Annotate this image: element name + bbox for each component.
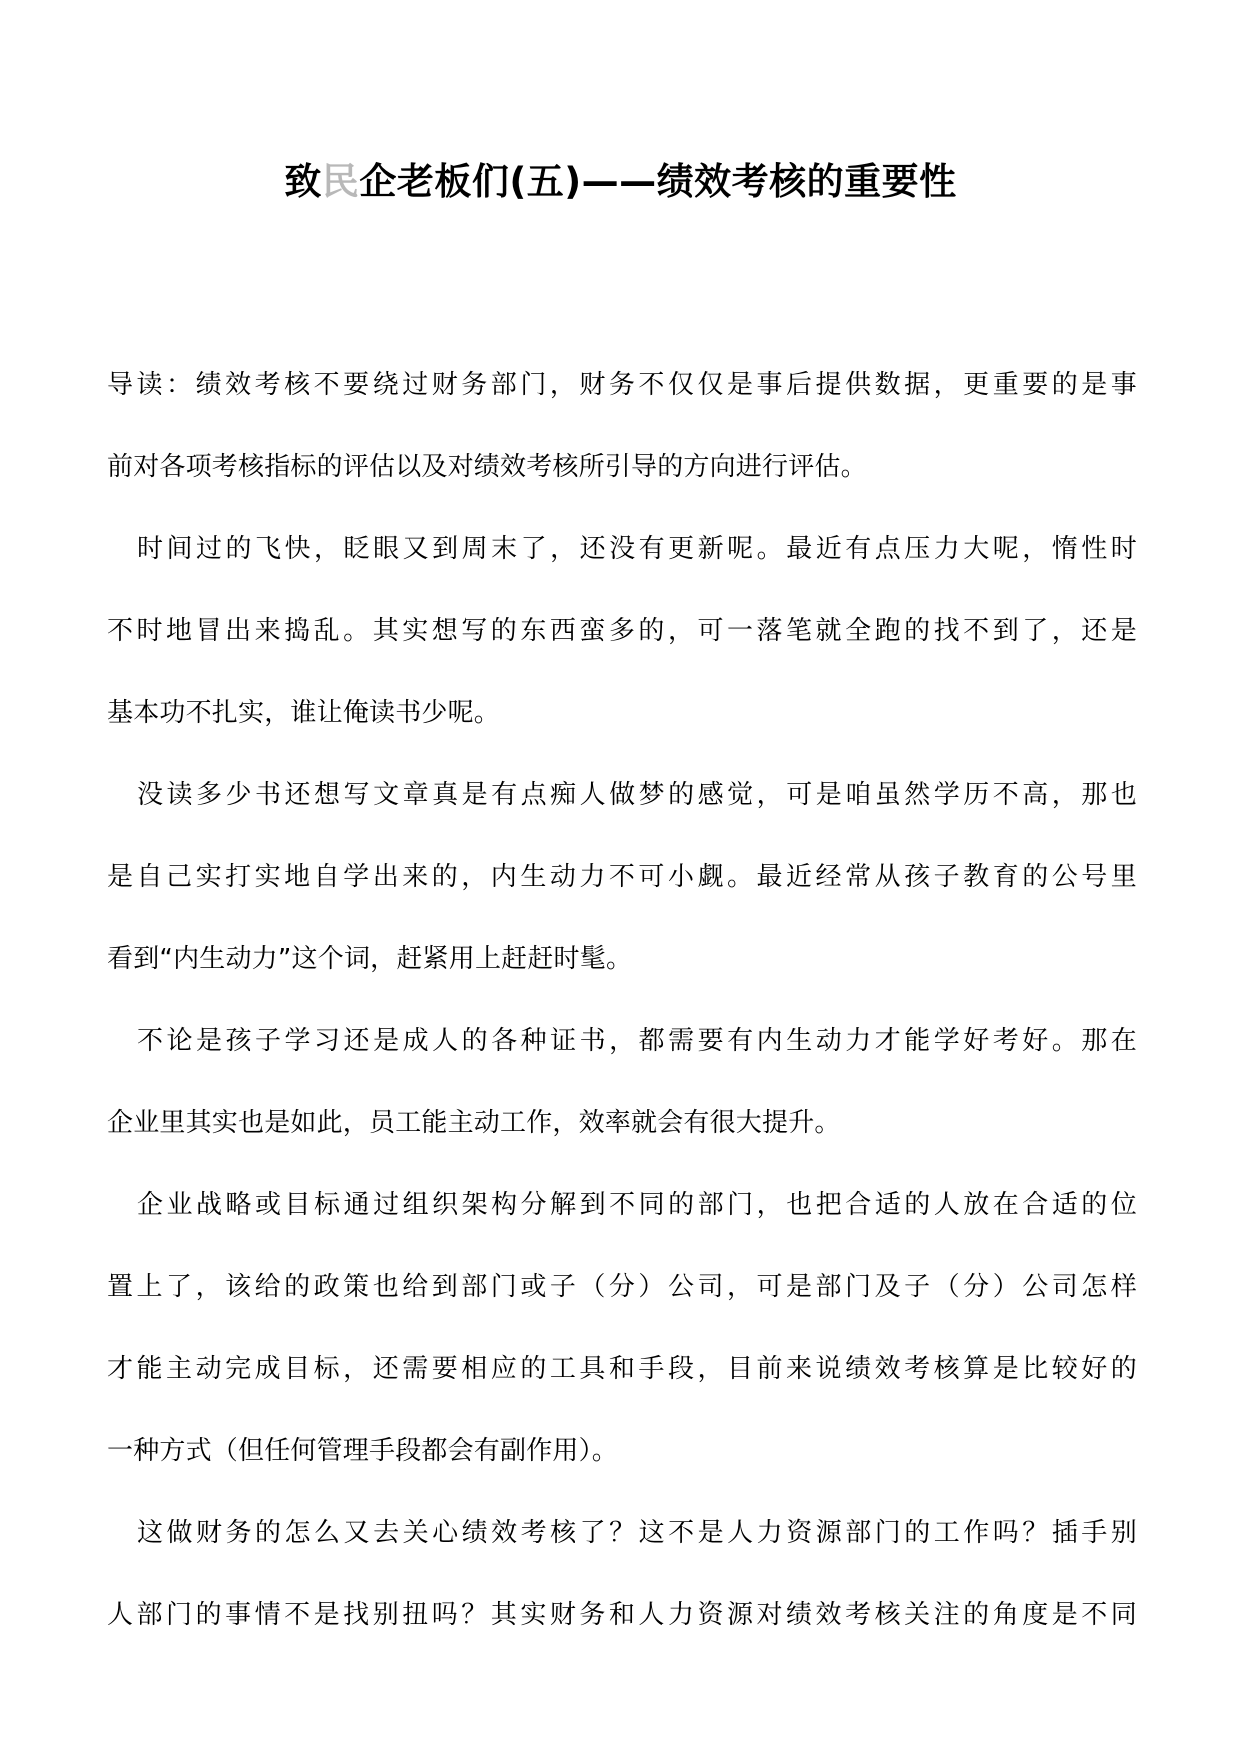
text-line: 不论是孩子学习还是成人的各种证书，都需要有内生动力才能学好考好。那在 [137, 1026, 1137, 1056]
text-line: 看到“内生动力”这个词，赶紧用上赶赶时髦。 [107, 944, 633, 974]
text-line: 企业战略或目标通过组织架构分解到不同的部门，也把合适的人放在合适的位 [137, 1190, 1137, 1220]
title-part-2: 企老板们(五)——绩效考核的重要性 [359, 160, 957, 203]
text-line: 一种方式（但任何管理手段都会有副作用）。 [107, 1436, 619, 1466]
text-line: 基本功不扎实，谁让俺读书少呢。 [107, 698, 501, 728]
text-line: 时间过的飞快，眨眼又到周末了，还没有更新呢。最近有点压力大呢，惰性时 [137, 534, 1137, 564]
title-part-1: 致 [284, 160, 322, 203]
text-line: 前对各项考核指标的评估以及对绩效考核所引导的方向进行评估。 [107, 452, 867, 482]
text-line: 置上了，该给的政策也给到部门或子（分）公司，可是部门及子（分）公司怎样 [107, 1272, 1137, 1302]
text-line: 没读多少书还想写文章真是有点痴人做梦的感觉，可是咱虽然学历不高，那也 [137, 780, 1137, 810]
text-line: 人部门的事情不是找别扭吗？其实财务和人力资源对绩效考核关注的角度是不同 [107, 1600, 1137, 1630]
text-line: 这做财务的怎么又去关心绩效考核了？这不是人力资源部门的工作吗？插手别 [137, 1518, 1137, 1548]
text-line: 是自己实打实地自学出来的，内生动力不可小觑。最近经常从孩子教育的公号里 [107, 862, 1137, 892]
article-body [107, 344, 1137, 1656]
text-line: 企业里其实也是如此，员工能主动工作，效率就会有很大提升。 [107, 1108, 841, 1138]
text-line: 不时地冒出来捣乱。其实想写的东西蛮多的，可一落笔就全跑的找不到了，还是 [107, 616, 1137, 646]
text-line: 才能主动完成目标，还需要相应的工具和手段，目前来说绩效考核算是比较好的 [107, 1354, 1137, 1384]
text-line: 导读：绩效考核不要绕过财务部门，财务不仅仅是事后提供数据，更重要的是事 [107, 370, 1137, 400]
title-watermark-char: 民 [321, 160, 360, 203]
page-title [0, 158, 1241, 206]
